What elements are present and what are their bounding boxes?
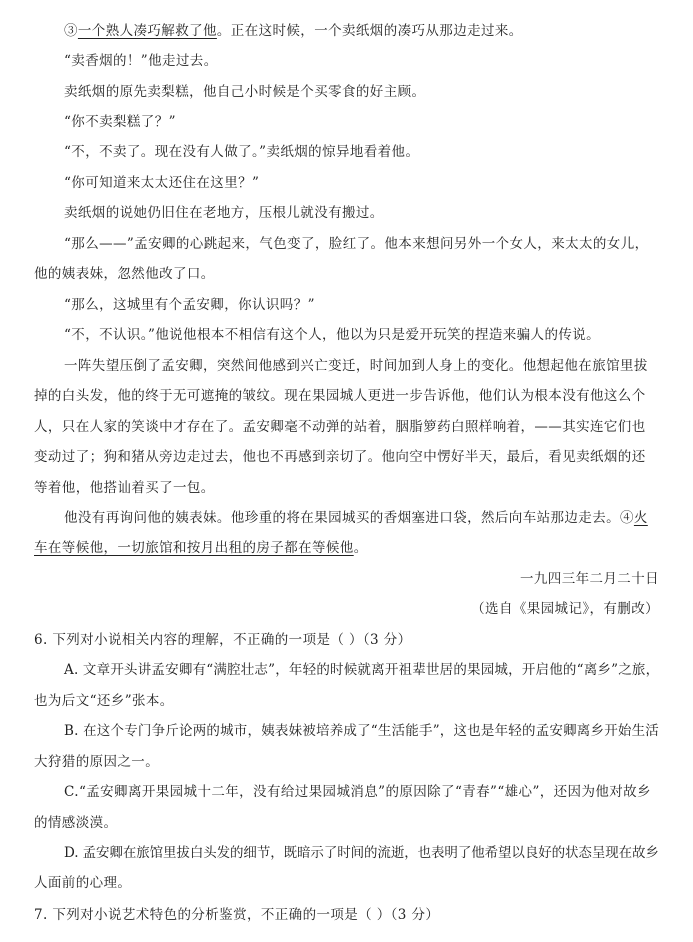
- question-6-option-c: C.“孟安卿离开果园城十二年，没有给过果园城消息”的原因除了“青春”“雄心”，还因为他对故乡: [64, 784, 651, 800]
- story-paragraph-3: [64, 22, 523, 40]
- paragraph-text: 他没有再询问他的姨表妹。他珍重的将在果园城买的香烟塞进口袋，然后向车站那边走去。: [64, 510, 620, 526]
- question-6-option-b-cont: 大狩猎的原因之一。: [34, 754, 160, 770]
- question-6-stem: 6. 下列对小说相关内容的理解，不正确的一项是（ ）（3 分）: [34, 632, 412, 648]
- story-line: “不，不认识。”他说他根本不相信有这个人，他以为只是爱开玩笑的捏造来骗人的传说。: [64, 327, 601, 343]
- paragraph-text: 。正在这时候，一个卖纸烟的凑巧从那边走过来。: [216, 23, 523, 39]
- story-line: 掉的白头发，他的终于无可遮掩的皱纹。现在果园城人更进一步告诉他，他们认为根本没有他这么个: [34, 388, 646, 404]
- story-line: 一阵失望压倒了孟安卿，突然间他感到兴亡变迁，时间加到人身上的变化。他想起他在旅馆里拔: [64, 358, 648, 374]
- underlined-sentence-3: 一个熟人凑巧解救了他: [77, 23, 217, 39]
- story-source: （选自《果园城记》，有删改）: [471, 601, 659, 617]
- story-line: 人，只在人家的笑谈中才存在了。孟安卿毫不动弹的站着，胭脂箩药白照样响着，——其实连它们也: [34, 419, 646, 435]
- question-6-option-a-cont: 也为后文“还乡”张本。: [34, 693, 174, 709]
- question-6-option-d-cont: 人面前的心理。: [34, 875, 132, 891]
- underlined-sentence-4-cont: 车在等候他，一切旅馆和按月出租的房子都在等候他: [34, 540, 354, 556]
- story-line: “不，不卖了。现在没有人做了。”卖纸烟的惊异地看着他。: [64, 144, 420, 160]
- paragraph-text: 。: [353, 540, 368, 556]
- story-paragraph-4: [64, 509, 648, 527]
- story-line: 卖纸烟的说她仍旧住在老地方，压根儿就没有搬过。: [64, 205, 384, 221]
- story-line: 卖纸烟的原先卖梨糕，他自己小时候是个买零食的好主顾。: [64, 84, 426, 100]
- story-line: “你可知道来太太还住在这里？”: [64, 175, 260, 191]
- story-line: 他的姨表妹，忽然他改了口。: [34, 266, 215, 282]
- question-6-option-b: B. 在这个专门争斤论两的城市，姨表妹被培养成了“生活能手”，这也是年轻的孟安卿离乡开始生活: [64, 723, 660, 739]
- story-line: [34, 539, 368, 557]
- story-line: “那么——”孟安卿的心跳起来，气色变了，脸红了。他本来想问另外一个女人，来太太的女儿，: [64, 236, 649, 252]
- story-line: “卖香烟的！”他走过去。: [64, 53, 218, 69]
- question-6-option-c-cont: 的情感淡漠。: [34, 815, 118, 831]
- annotation-marker-3: ③: [64, 23, 78, 39]
- story-line: 变动过了；狗和猪从旁边走过去，他也不再感到亲切了。他向空中愣好半天，最后，看见卖纸烟的还: [34, 449, 646, 465]
- story-line: “你不卖梨糕了？”: [64, 114, 176, 130]
- story-line: “那么，这城里有个孟安卿，你认识吗？”: [64, 297, 315, 313]
- story-date: 一九四三年二月二十日: [520, 571, 659, 587]
- story-line: 等着他，他搭讪着买了一包。: [34, 480, 215, 496]
- question-7-stem: 7. 下列对小说艺术特色的分析鉴赏，不正确的一项是（ ）（3 分）: [34, 907, 440, 923]
- question-6-option-a: A. 文章开头讲孟安卿有“满腔壮志”，年轻的时候就离开祖辈世居的果园城，开启他的“离乡”之旅，: [64, 662, 660, 678]
- underlined-sentence-4: 火: [633, 510, 648, 526]
- annotation-marker-4: ④: [620, 510, 634, 526]
- question-6-option-d: D. 孟安卿在旅馆里拔白头发的细节，既暗示了时间的流逝，也表明了他希望以良好的状态呈现在故乡: [64, 845, 659, 861]
